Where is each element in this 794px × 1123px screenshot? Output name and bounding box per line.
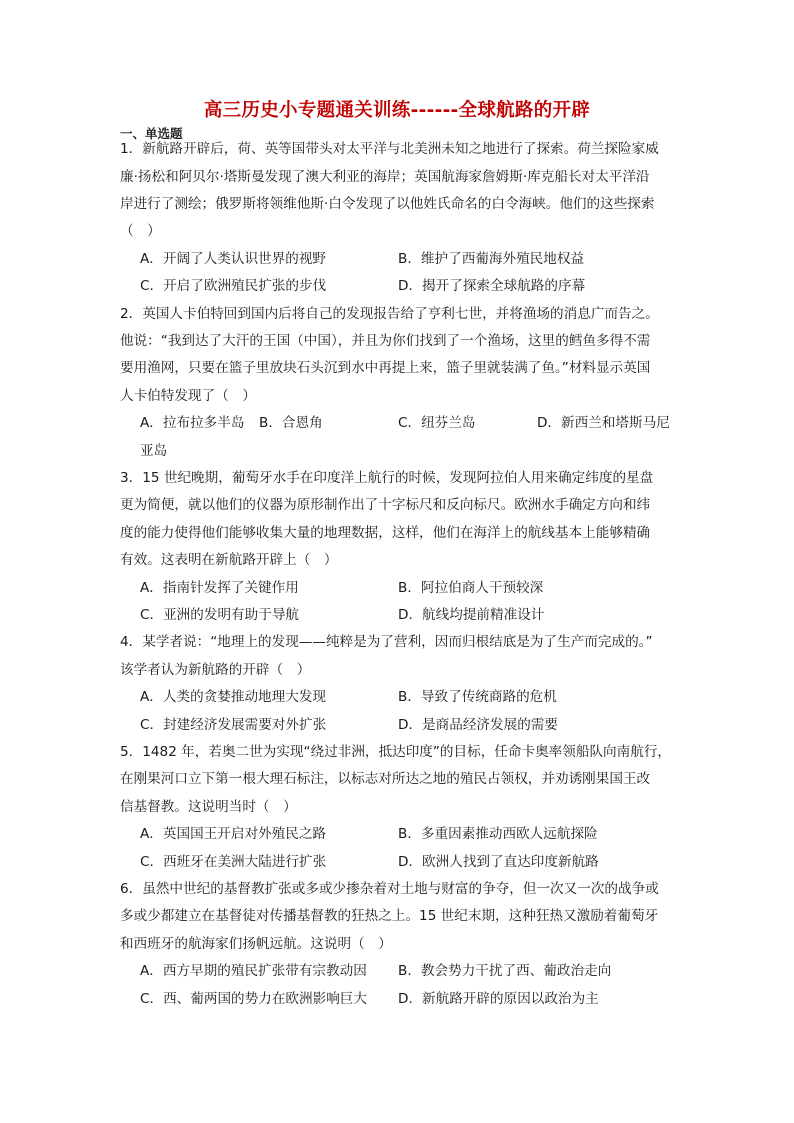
question-1-option-c: C．开启了欧洲殖民扩张的步伐	[140, 278, 327, 294]
question-6-line-2: 多或少都建立在基督徒对传播基督教的狂热之上。15 世纪末期，这种狂热又激励着葡萄牙	[120, 908, 659, 924]
question-2-option-d-wrap: 亚岛	[140, 443, 168, 459]
page-title: 高三历史小专题通关训练------全球航路的开辟	[203, 100, 591, 121]
question-2-line-2: 他说：“我到达了大汗的王国（中国），并且为你们找到了一个渔场，这里的鳕鱼多得不需	[120, 333, 651, 349]
question-3-option-c: C．亚洲的发明有助于导航	[140, 607, 300, 623]
question-5-line-1: 5．1482 年，若奥二世为实现“绕过非洲，抵达印度”的目标，任命卡奥率领船队向南航行，	[120, 744, 672, 760]
question-5-option-c: C．西班牙在美洲大陆进行扩张	[140, 854, 327, 870]
question-3-line-2: 更为简便，就以他们的仪器为原形制作出了十字标尺和反向标尺。欧洲水手确定方向和纬	[120, 497, 651, 513]
section-heading: 一、单选题	[120, 126, 183, 141]
question-1-option-d: D．揭开了探索全球航路的序幕	[398, 278, 586, 294]
question-5-option-b: B．多重因素推动西欧人远航探险	[398, 826, 598, 842]
question-3-option-d: D．航线均提前精准设计	[398, 607, 545, 623]
question-5-line-2: 在刚果河口立下第一根大理石标注，以标志对所达之地的殖民占领权，并劝诱刚果国王改	[120, 771, 651, 787]
question-6-option-b: B．教会势力干扰了西、葡政治走向	[398, 963, 612, 979]
question-6-line-3: 和西班牙的航海家们扬帆远航。这说明（ ）	[120, 936, 392, 952]
question-1-line-1: 1．新航路开辟后，荷、英等国带头对太平洋与北美洲未知之地进行了探索。荷兰探险家威	[120, 141, 659, 157]
question-2-line-4: 人卡伯特发现了（ ）	[120, 388, 256, 404]
question-2-line-3: 要用渔网，只要在篮子里放块石头沉到水中再提上来，篮子里就装满了鱼。”材料显示英国	[120, 360, 651, 376]
question-3-option-a: A．指南针发挥了关键作用	[140, 580, 299, 596]
question-5-option-a: A．英国国王开启对外殖民之路	[140, 826, 327, 842]
question-4-option-d: D．是商品经济发展的需要	[398, 717, 558, 733]
question-6-option-c: C．西、葡两国的势力在欧洲影响巨大	[140, 991, 367, 1007]
question-1-line-3: 岸进行了测绘；俄罗斯将领维他斯·白令发现了以他姓氏命名的白令海峡。他们的这些探索	[120, 196, 655, 212]
question-1-option-a: A．开阔了人类认识世界的视野	[140, 251, 327, 267]
question-3-line-1: 3．15 世纪晚期，葡萄牙水手在印度洋上航行的时候，发现阿拉伯人用来确定纬度的星盘	[120, 470, 654, 486]
question-1-option-b: B．维护了西葡海外殖民地权益	[398, 251, 585, 267]
question-4-option-a: A．人类的贪婪推动地理大发现	[140, 689, 327, 705]
question-1-line-4: （ ）	[120, 223, 161, 239]
question-6-line-1: 6．虽然中世纪的基督教扩张或多或少掺杂着对土地与财富的争夺，但一次又一次的战争或	[120, 881, 659, 897]
question-6-option-a: A．西方早期的殖民扩张带有宗教动因	[140, 963, 367, 979]
question-5-option-d: D．欧洲人找到了直达印度新航路	[398, 854, 599, 870]
question-4-line-2: 该学者认为新航路的开辟（ ）	[120, 662, 311, 678]
question-4-option-c: C．封建经济发展需要对外扩张	[140, 717, 327, 733]
question-2-option-a: A．拉布拉多半岛	[140, 415, 245, 431]
question-2-option-b: B．合恩角	[259, 415, 323, 431]
question-3-option-b: B．阿拉伯商人干预较深	[398, 580, 544, 596]
question-3-line-4: 有效。这表明在新航路开辟上（ ）	[120, 552, 338, 568]
question-4-option-b: B．导致了传统商路的危机	[398, 689, 557, 705]
question-5-line-3: 信基督教。这说明当时（ ）	[120, 799, 297, 815]
question-3-line-3: 度的能力使得他们能够收集大量的地理数据，这样，他们在海洋上的航线基本上能够精确	[120, 525, 651, 541]
question-1-line-2: 廉·扬松和阿贝尔·塔斯曼发现了澳大利亚的海岸；英国航海家詹姆斯·库克船长对太平洋沿	[120, 169, 650, 185]
question-2-line-1: 2．英国人卡伯特回到国内后将自己的发现报告给了亨利七世，并将渔场的消息广而告之。	[120, 306, 659, 322]
question-6-option-d: D．新航路开辟的原因以政治为主	[398, 991, 599, 1007]
question-4-line-1: 4．某学者说：“地理上的发现——纯粹是为了营利，因而归根结底是为了生产而完成的。”	[120, 634, 653, 650]
question-2-option-d: D．新西兰和塔斯马尼	[537, 415, 670, 431]
question-2-option-c: C．纽芬兰岛	[398, 415, 476, 431]
